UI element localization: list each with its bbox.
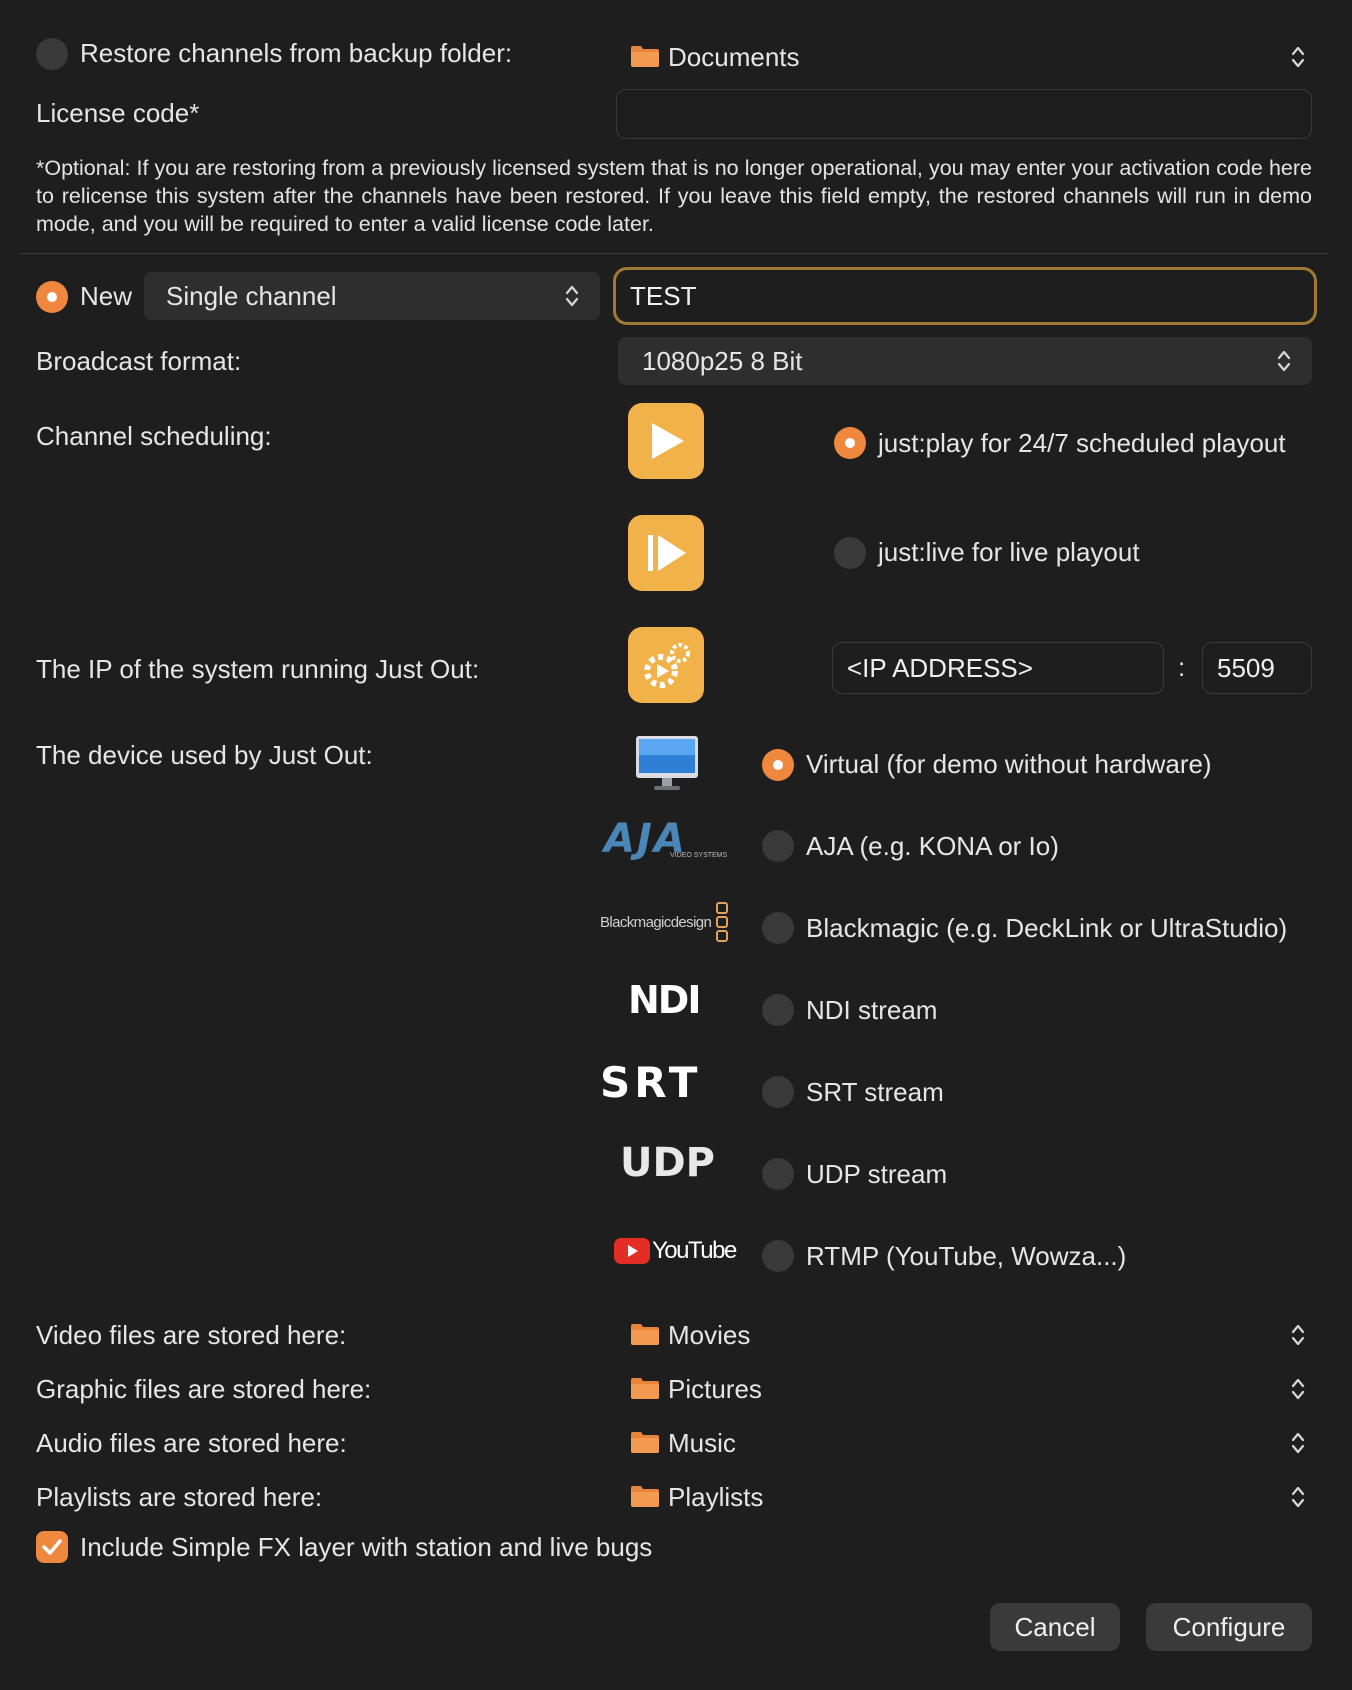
new-channel-label: New bbox=[80, 281, 133, 311]
video-storage-label: Video files are stored here: bbox=[36, 1320, 347, 1350]
configure-button[interactable]: Configure bbox=[1146, 1603, 1312, 1651]
channel-type-value: Single channel bbox=[166, 281, 337, 311]
srt-logo-text: SRT bbox=[600, 1058, 702, 1107]
device-ndi-radio[interactable] bbox=[762, 994, 794, 1026]
just-play-label: just:play for 24/7 scheduled playout bbox=[878, 428, 1286, 458]
audio-storage-label: Audio files are stored here: bbox=[36, 1428, 347, 1458]
ip-port-separator: : bbox=[1178, 652, 1186, 682]
youtube-logo-text: YouTube bbox=[652, 1237, 736, 1264]
cancel-button[interactable]: Cancel bbox=[990, 1603, 1120, 1651]
folder-icon bbox=[630, 1430, 660, 1454]
video-folder-name: Movies bbox=[668, 1320, 751, 1350]
live-play-icon bbox=[628, 515, 704, 591]
folder-icon bbox=[630, 1322, 660, 1346]
device-blackmagic-label: Blackmagic (e.g. DeckLink or UltraStudio) bbox=[806, 913, 1288, 943]
audio-folder-name: Music bbox=[668, 1428, 736, 1458]
folder-icon bbox=[630, 1376, 660, 1400]
playlist-storage-label: Playlists are stored here: bbox=[36, 1482, 323, 1512]
graphic-storage-label: Graphic files are stored here: bbox=[36, 1374, 372, 1404]
graphic-folder-name: Pictures bbox=[668, 1374, 762, 1404]
restore-folder-popup[interactable] bbox=[624, 38, 1324, 78]
youtube-play-icon bbox=[614, 1238, 650, 1264]
device-virtual-label: Virtual (for demo without hardware) bbox=[806, 749, 1212, 779]
chevron-updown-icon bbox=[564, 283, 580, 309]
device-aja-radio[interactable] bbox=[762, 830, 794, 862]
channel-type-select[interactable] bbox=[144, 272, 600, 320]
chevron-updown-icon bbox=[1290, 1322, 1306, 1348]
new-channel-radio[interactable] bbox=[36, 281, 68, 313]
blackmagic-logo bbox=[600, 902, 732, 944]
simple-fx-label: Include Simple FX layer with station and live bugs bbox=[80, 1532, 653, 1562]
checkmark-icon bbox=[36, 1531, 68, 1563]
chevron-updown-icon bbox=[1276, 348, 1292, 374]
just-live-radio[interactable] bbox=[834, 537, 866, 569]
license-label: License code* bbox=[36, 98, 200, 128]
license-note: *Optional: If you are restoring from a previously licensed system that is no longer operational, you may enter your activation code here to relicense this system after the channels have been restored. If you leave this field empty, the restored channels will run in demo mode, and you will be required to enter a valid license code later. bbox=[36, 156, 1312, 236]
section-divider bbox=[20, 253, 1328, 254]
scheduling-label: Channel scheduling: bbox=[36, 421, 272, 451]
ip-port-input[interactable] bbox=[1202, 642, 1312, 694]
aja-logo bbox=[600, 816, 730, 866]
license-code-input[interactable] bbox=[616, 89, 1312, 139]
device-blackmagic-radio[interactable] bbox=[762, 912, 794, 944]
gear-play-icon bbox=[628, 627, 704, 703]
monitor-icon bbox=[634, 734, 700, 792]
channel-name-input[interactable] bbox=[620, 274, 1310, 318]
device-rtmp-label: RTMP (YouTube, Wowza...) bbox=[806, 1241, 1127, 1271]
chevron-updown-icon bbox=[1290, 44, 1306, 70]
device-udp-label: UDP stream bbox=[806, 1159, 948, 1189]
video-folder-popup[interactable] bbox=[624, 1316, 1324, 1356]
restore-radio[interactable] bbox=[36, 38, 68, 70]
just-live-label: just:live for live playout bbox=[878, 537, 1140, 567]
ndi-logo bbox=[628, 978, 708, 1022]
audio-folder-popup[interactable] bbox=[624, 1424, 1324, 1464]
restore-label: Restore channels from backup folder: bbox=[80, 38, 513, 68]
playlist-folder-name: Playlists bbox=[668, 1482, 764, 1512]
device-label: The device used by Just Out: bbox=[36, 740, 373, 770]
restore-folder-name: Documents bbox=[668, 42, 800, 72]
broadcast-format-label: Broadcast format: bbox=[36, 346, 242, 376]
chevron-updown-icon bbox=[1290, 1484, 1306, 1510]
chevron-updown-icon bbox=[1290, 1376, 1306, 1402]
chevron-updown-icon bbox=[1290, 1430, 1306, 1456]
ip-label: The IP of the system running Just Out: bbox=[36, 654, 480, 684]
broadcast-format-value: 1080p25 8 Bit bbox=[642, 346, 803, 376]
folder-icon bbox=[630, 1484, 660, 1508]
graphic-folder-popup[interactable] bbox=[624, 1370, 1324, 1410]
aja-logo-text: AJA bbox=[604, 816, 687, 862]
udp-logo-text: UDP bbox=[620, 1140, 715, 1186]
blackmagic-logo-text: Blackmagicdesign bbox=[600, 914, 712, 931]
youtube-logo bbox=[614, 1234, 736, 1268]
device-srt-label: SRT stream bbox=[806, 1077, 944, 1107]
device-ndi-label: NDI stream bbox=[806, 995, 938, 1025]
playlist-folder-popup[interactable] bbox=[624, 1478, 1324, 1518]
device-aja-label: AJA (e.g. KONA or Io) bbox=[806, 831, 1059, 861]
play-icon bbox=[628, 403, 704, 479]
ip-address-input[interactable] bbox=[832, 642, 1164, 694]
udp-logo bbox=[620, 1140, 720, 1186]
aja-logo-subtext: VIDEO SYSTEMS bbox=[670, 852, 728, 859]
just-play-radio[interactable] bbox=[834, 427, 866, 459]
device-rtmp-radio[interactable] bbox=[762, 1240, 794, 1272]
srt-logo bbox=[600, 1058, 732, 1107]
simple-fx-checkbox[interactable] bbox=[36, 1531, 68, 1563]
folder-icon bbox=[630, 44, 660, 68]
device-srt-radio[interactable] bbox=[762, 1076, 794, 1108]
broadcast-format-select[interactable] bbox=[618, 337, 1312, 385]
ndi-logo-text: NDI bbox=[628, 978, 700, 1022]
device-virtual-radio[interactable] bbox=[762, 749, 794, 781]
device-udp-radio[interactable] bbox=[762, 1158, 794, 1190]
